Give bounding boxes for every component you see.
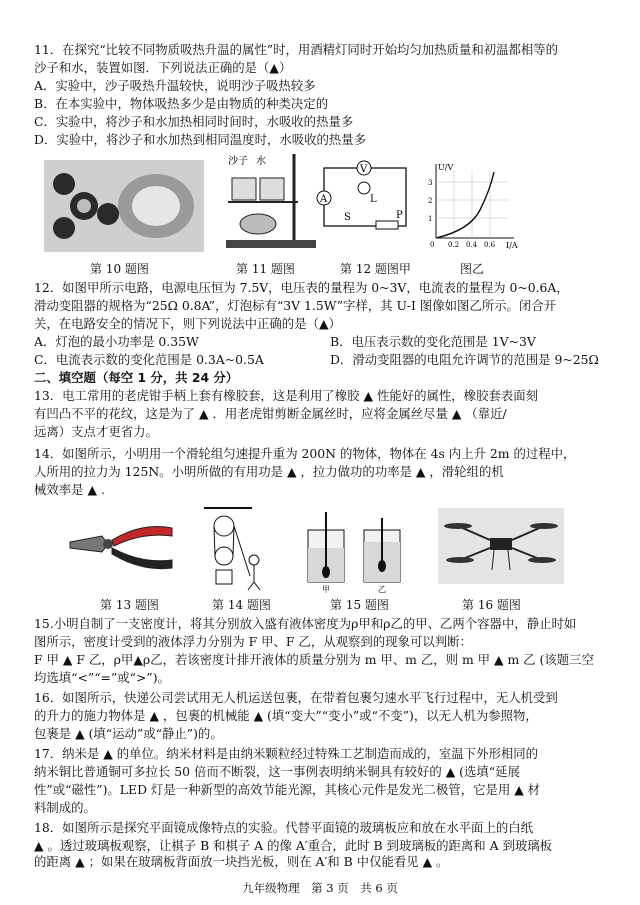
label-lamp: L	[370, 194, 377, 205]
q11-stem-line2: 沙子和水，装置如图．下列说法正确的是（▲）	[34, 60, 292, 75]
q11-stem-line1: 11．在探究“比较不同物质吸热升温的属性”时，用酒精灯同时开始均匀加热质量和初温都相等的	[34, 42, 559, 57]
q14-line1: 14．如图所示，小明用一个滑轮组匀速提升重为 200N 的物体，物体在 4s 内上升 2m 的过程中，	[34, 446, 576, 461]
q17-line1: 17．纳米是 ▲ 的单位。纳米材料是由纳米颗粒经过特殊工艺制造而成的，室温下外形相同的	[34, 746, 539, 761]
circuit-diagram-figure	[314, 158, 414, 238]
caption-fig13: 第 13 题图	[100, 598, 159, 612]
q18-line1: 18．如图所示是探究平面镜成像特点的实验。代替平面镜的玻璃板应和放在水平面上的白纸	[34, 820, 534, 835]
graph-xtick-2: 0.4	[466, 241, 478, 249]
q12-option-c: C．电流表示数的变化范围是 0.3A~0.5A	[34, 352, 264, 367]
label-container-jia: 甲	[322, 585, 330, 594]
density-meter-figure	[302, 508, 410, 594]
graph-ytick-2: 2	[428, 197, 433, 205]
graph-xtick-3: 0.6	[484, 241, 496, 249]
q16-line3: 包裹是 ▲ (填“运动”或“静止”)的。	[34, 726, 223, 741]
fidget-spinner-figure	[44, 160, 204, 252]
graph-y-label: U/V	[438, 163, 454, 172]
section-fill-in-heading: 二、填空题（每空 1 分，共 24 分）	[34, 370, 239, 385]
q17-line3: 性”或“磁性”)。LED 灯是一种新型的高效节能光源，其核心元件是发光二极管，它是用 ▲ 材	[34, 782, 541, 797]
q11-option-c: C．实验中，将沙子和水加热相同时间时，水吸收的热量多	[34, 114, 354, 129]
q16-line2: 的升力的施力物体是 ▲ ，包裹的机械能 ▲ (填“变大”“变小”或“不变”)，以无人机为参照物，	[34, 708, 538, 723]
q12-line1: 12．如图甲所示电路，电源电压恒为 7.5V，电压表的量程为 0~3V，电流表的量程为 0~0.6A，	[34, 280, 569, 295]
q11-option-d: D．实验中，将沙子和水加热到相同温度时，水吸收的热量多	[34, 132, 367, 147]
label-slider: P	[396, 210, 403, 221]
label-voltmeter: V	[360, 164, 368, 175]
q14-line2: 人所用的拉力为 125N。小明所做的有用功是 ▲ ，拉力做功的功率是 ▲ ，滑轮组的机	[34, 464, 504, 479]
label-container-yi: 乙	[378, 585, 386, 594]
graph-xtick-0: 0	[430, 241, 435, 249]
q15-line3: F 甲 ▲ F 乙，ρ甲▲ρ乙，若该密度计排开液体的质量分别为 m 甲、m 乙，则 m 甲 ▲ m 乙 (该题三空	[34, 652, 594, 667]
label-water: 水	[256, 156, 266, 167]
drone-figure	[438, 508, 564, 584]
q17-line2: 纳米铜比普通铜可多拉长 50 倍而不断裂，这一事例表明纳米铜具有较好的 ▲ (选填“延展	[34, 764, 520, 779]
label-switch: S	[344, 212, 351, 223]
graph-ytick-1: 1	[428, 215, 433, 223]
q15-line4: 均选填“<”“=”或“>”)。	[34, 670, 170, 685]
q14-line3: 械效率是 ▲ .	[34, 482, 105, 497]
caption-fig16: 第 16 题图	[462, 598, 521, 612]
caption-fig10: 第 10 题图	[90, 262, 149, 276]
q12-option-d: D．滑动变阻器的电阻允许调节的范围是 9~25Ω	[330, 352, 599, 367]
label-ammeter: A	[320, 194, 328, 205]
q12-option-b: B．电压表示数的变化范围是 1V~3V	[330, 334, 536, 349]
q18-line2: ▲ 。透过玻璃板观察，让棋子 B 和棋子 A 的像 A′重合，此时 B 到玻璃板的距离和 A 到玻璃板	[34, 838, 553, 853]
q11-option-a: A．实验中，沙子吸热升温较快，说明沙子吸热较多	[34, 78, 316, 93]
q15-line2: 图所示，密度计受到的液体浮力分别为 F 甲、F 乙，从观察到的现象可以判断：	[34, 634, 472, 649]
q13-line1: 13．电工常用的老虎钳手柄上套有橡胶套，这是利用了橡胶 ▲ 性能好的属性，橡胶套表面刻	[34, 388, 539, 403]
graph-x-label: I/A	[506, 241, 518, 250]
caption-fig12a: 第 12 题图甲	[340, 262, 411, 276]
q12-line3: 关，在电路安全的情况下，则下列说法中正确的是（▲）	[34, 316, 341, 331]
q16-line1: 16．如图所示，快递公司尝试用无人机运送包裹，在带着包裹匀速水平飞行过程中，无人机受到	[34, 690, 558, 705]
q13-line3: 远离）支点才更省力。	[34, 424, 158, 439]
q15-line1: 15.小明自制了一支密度计，将其分别放入盛有液体密度为ρ甲和ρ乙的甲、乙两个容器中，静止时如	[34, 616, 577, 631]
pulley-system-figure	[200, 506, 272, 592]
label-sand: 沙子	[228, 156, 248, 167]
q12-line2: 滑动变阻器的规格为“25Ω 0.8A”，灯泡标有“3V 1.5W”字样，其 U-I 图像如图乙所示。闭合开	[34, 298, 557, 313]
q11-option-b: B．在本实验中，物体吸热多少是由物质的种类决定的	[34, 96, 329, 111]
caption-fig15: 第 15 题图	[330, 598, 389, 612]
graph-ytick-3: 3	[428, 179, 433, 187]
page-footer: 九年级物理 第 3 页 共 6 页	[242, 881, 398, 895]
heating-apparatus-figure	[224, 150, 320, 254]
graph-xtick-1: 0.2	[448, 241, 460, 249]
caption-fig12b: 图乙	[460, 262, 485, 276]
pliers-figure	[68, 512, 176, 576]
q17-line4: 料制成的。	[34, 800, 96, 815]
u-i-graph-figure	[418, 160, 518, 250]
q12-option-a: A．灯泡的最小功率是 0.35W	[34, 334, 199, 349]
caption-fig11: 第 11 题图	[236, 262, 295, 276]
caption-fig14: 第 14 题图	[212, 598, 271, 612]
q18-line3: 的距离 ▲ ；如果在玻璃板背面放一块挡光板，则在 A′和 B 中仅能看见 ▲ 。	[34, 854, 449, 869]
q13-line2: 有凹凸不平的花纹，这是为了 ▲ ．用老虎钳剪断金属丝时，应将金属丝尽量 ▲ （靠近/	[34, 406, 507, 421]
